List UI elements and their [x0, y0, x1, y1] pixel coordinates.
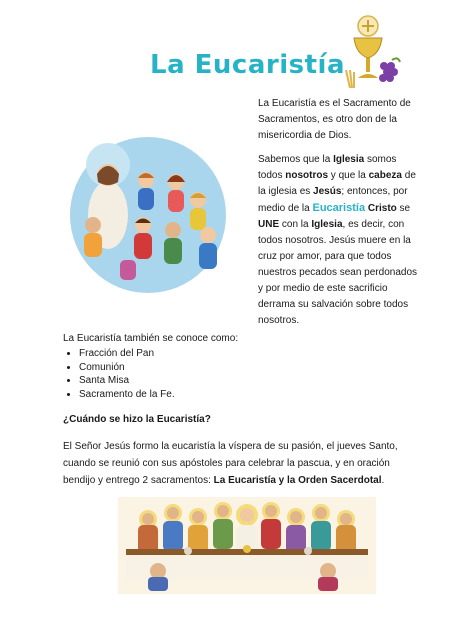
- intro-paragraph-1: La Eucaristía es el Sacramento de Sacramentos, es otro don de la misericordia de Dios.: [258, 98, 411, 141]
- last-supper-illustration: [118, 497, 376, 594]
- list-item: • Comunión: [79, 361, 175, 375]
- chalice-icon: [340, 14, 402, 94]
- page-title: La Eucaristía: [150, 50, 345, 80]
- list-item: • Sacramento de la Fe.: [79, 388, 175, 402]
- eucaristia-highlight: Eucaristía: [312, 202, 366, 214]
- intro-text: [258, 96, 418, 337]
- jesus-with-children-illustration: [48, 130, 238, 295]
- also-known-list: [63, 347, 175, 401]
- intro-paragraph-2: Sabemos que la Iglesia somos todos nosotros y que la cabeza de la iglesia es Jesús; entonces, por medio de la Eucaristía Cristo se UNE con la Iglesia, es decir, con todos nosotros. Jesús muere en la cruz por amor, para que todos nuestros pecados sean perdonados y por medio de este sacrificio derrama su salvación sobre todos nosotros.: [258, 154, 418, 326]
- answer-paragraph: El Señor Jesús formo la eucaristía la víspera de su pasión, el jueves Santo, cuando se reunió con sus apóstoles para celebrar la pascua, y en oración bendijo y entrego 2 sacramentos: La Eucaristía y la Orden Sacerdotal.: [63, 441, 398, 486]
- list-item: • Fracción del Pan: [79, 347, 175, 361]
- list-item: • Santa Misa: [79, 374, 175, 388]
- also-known-heading: La Eucaristía también se conoce como:: [63, 333, 239, 344]
- question-heading: ¿Cuándo se hizo la Eucaristía?: [63, 414, 211, 425]
